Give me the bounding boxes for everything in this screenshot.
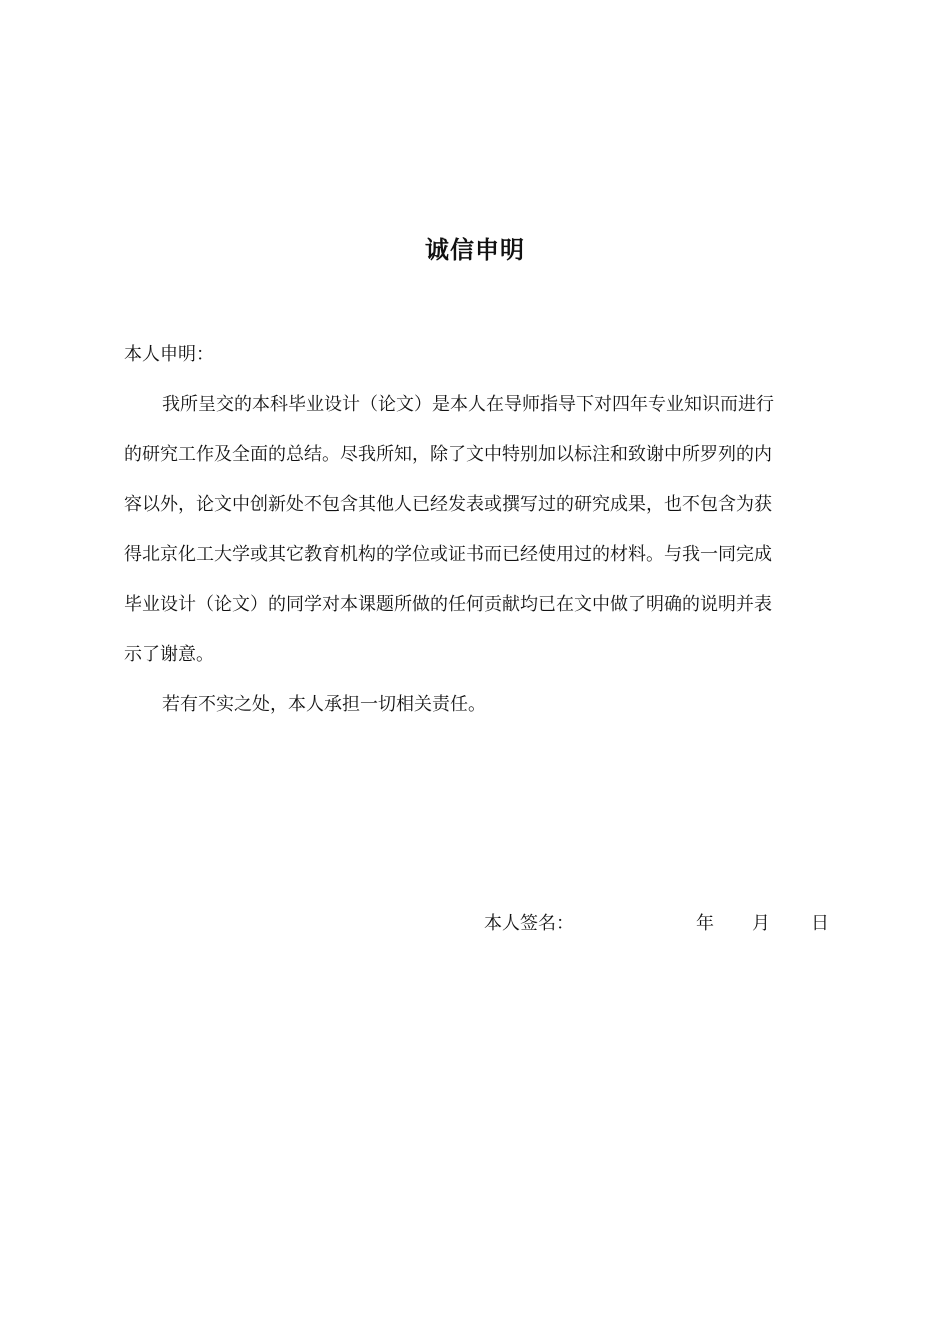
paragraph-line: 的研究工作及全面的总结。尽我所知，除了文中特别加以标注和致谢中所罗列的内 <box>124 444 772 465</box>
paragraph-line: 毕业设计（论文）的同学对本课题所做的任何贡献均已在文中做了明确的说明并表 <box>124 594 772 615</box>
date-year-label: 年 <box>696 913 714 934</box>
paragraph-line: 示了谢意。 <box>124 644 214 665</box>
date-month-label: 月 <box>752 913 770 934</box>
signature-area <box>0 902 950 946</box>
declaration-body <box>124 330 828 730</box>
signature-label: 本人签名： <box>484 913 574 934</box>
date-day-label: 日 <box>811 913 829 934</box>
page-title: 诚信申明 <box>425 236 525 264</box>
paragraph-line: 我所呈交的本科毕业设计（论文）是本人在导师指导下对四年专业知识而进行 <box>162 394 774 415</box>
paragraph-line: 得北京化工大学或其它教育机构的学位或证书而已经使用过的材料。与我一同完成 <box>124 544 772 565</box>
greeting-line: 本人申明： <box>124 344 214 365</box>
responsibility-line: 若有不实之处，本人承担一切相关责任。 <box>162 694 486 715</box>
paragraph-line: 容以外，论文中创新处不包含其他人已经发表或撰写过的研究成果，也不包含为获 <box>124 494 772 515</box>
